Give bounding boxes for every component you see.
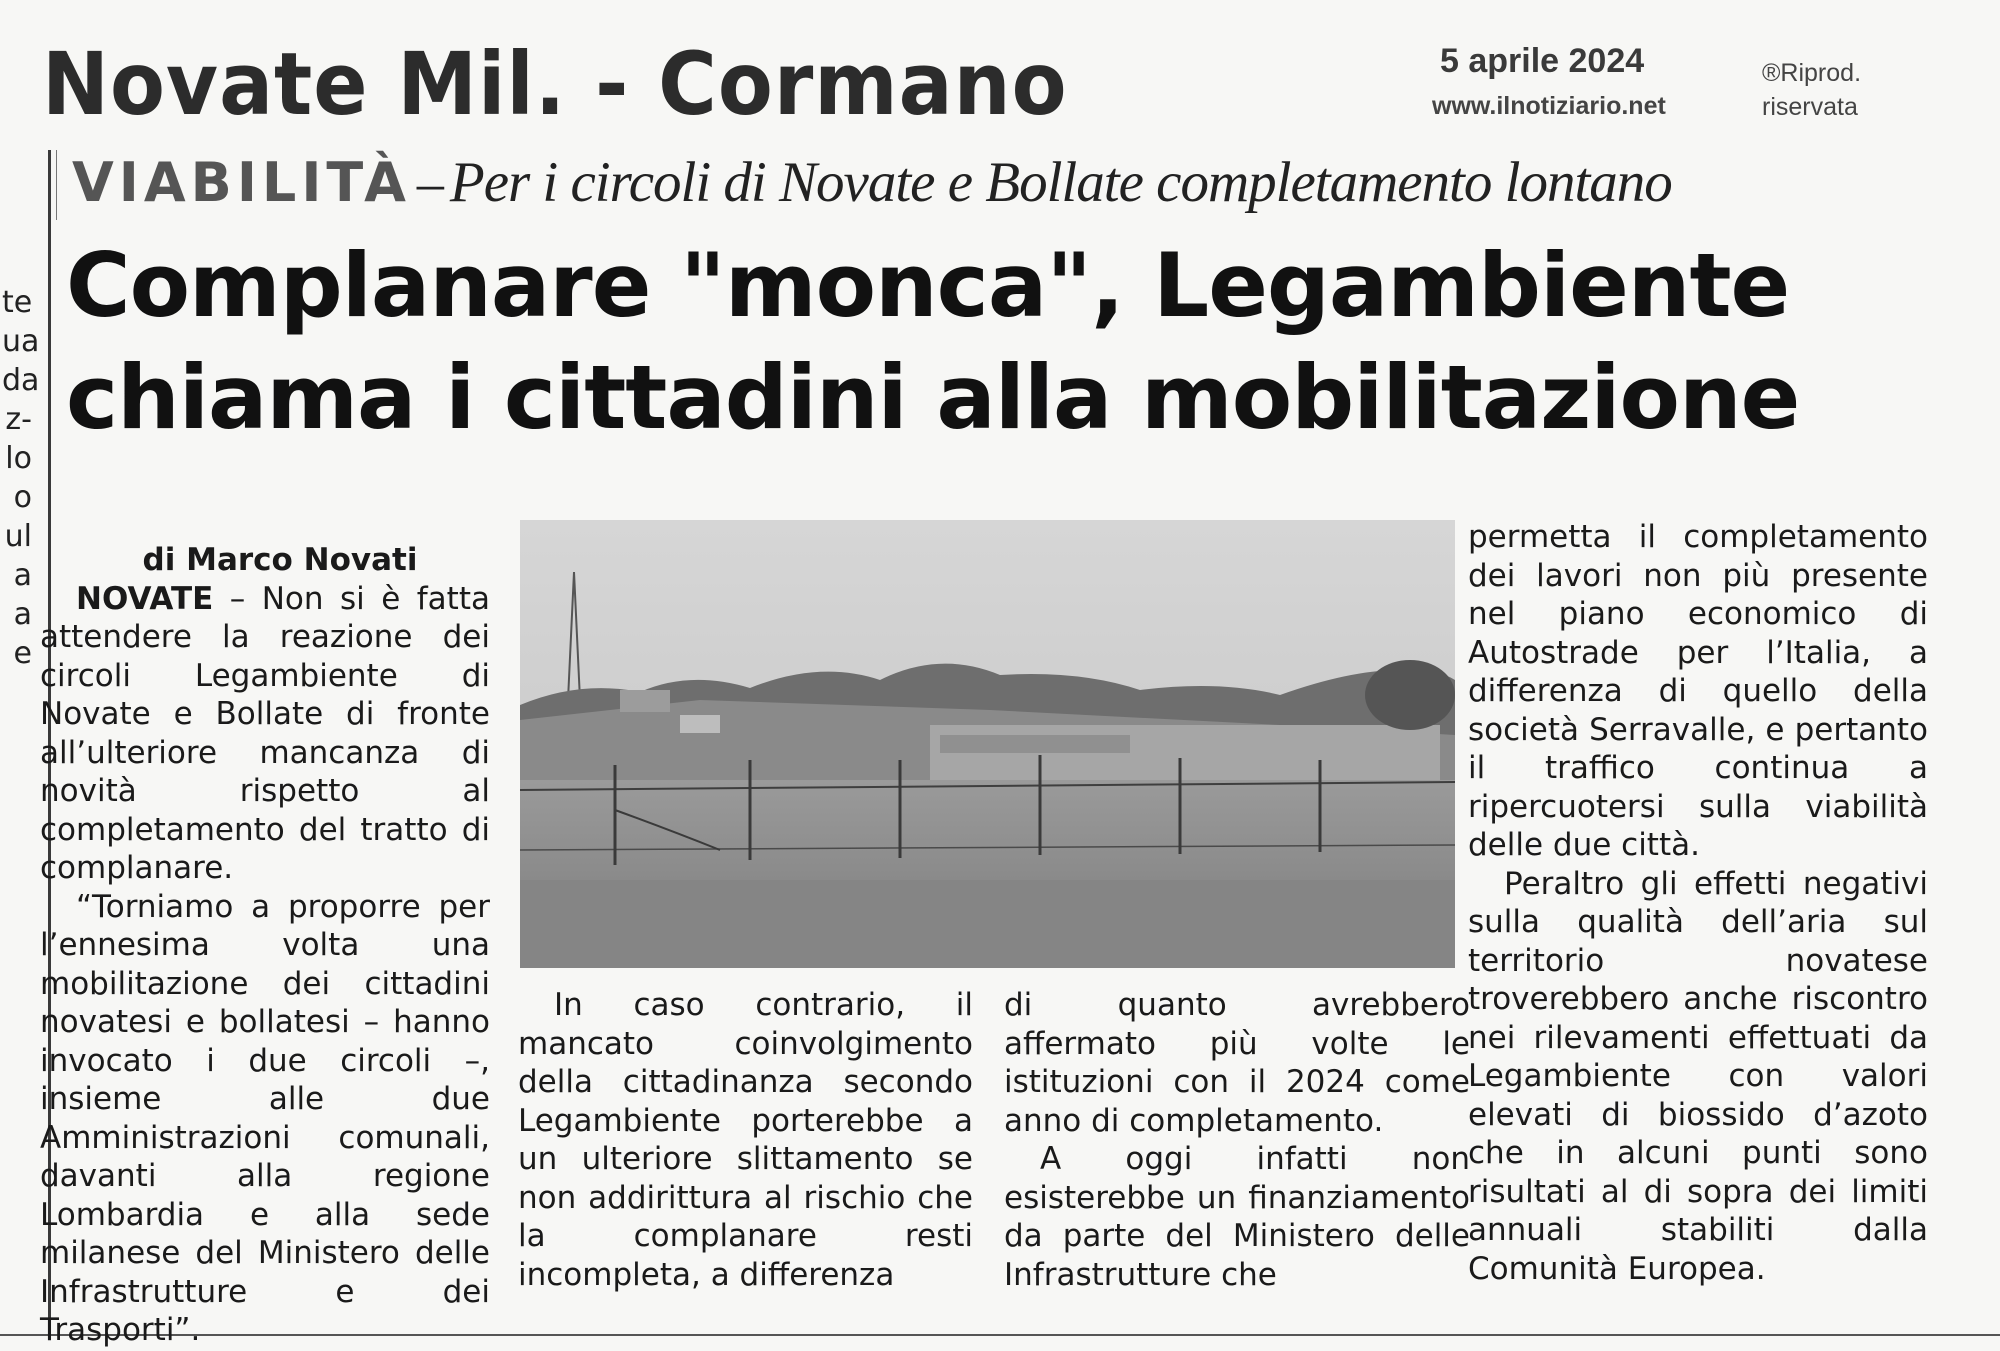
publication-date: 5 aprile 2024 bbox=[1440, 42, 1645, 80]
paragraph bbox=[40, 580, 490, 888]
paragraph-text: – Non si è fatta attendere la reazione dei circoli Legambiente di Novate e Bollate di fronte all’ulteriore mancanza di novità rispetto al completamento del tratto di complanare. bbox=[40, 580, 490, 886]
fragment-line: a bbox=[13, 558, 32, 593]
section-title: Novate Mil. - Cormano bbox=[42, 34, 1068, 135]
article-column-4 bbox=[1468, 518, 1928, 1288]
landscape-photo-illustration bbox=[520, 520, 1455, 968]
kicker-row bbox=[72, 150, 1672, 215]
fragment-line: o bbox=[13, 480, 32, 515]
paragraph: di quanto avrebbero affermato più volte le istituzioni con il 2024 come anno di completamento. bbox=[1004, 987, 1470, 1139]
adjacent-article-fragment bbox=[2, 283, 40, 673]
fragment-line: da bbox=[2, 363, 40, 398]
article-column-1 bbox=[40, 541, 490, 1350]
fragment-line: e bbox=[13, 636, 32, 671]
fragment-line: ul bbox=[4, 519, 32, 554]
kicker-dash: – bbox=[416, 153, 444, 213]
headline-line-2: chiama i cittadini alla mobilitazione bbox=[66, 346, 1800, 449]
left-column-rule-inner bbox=[56, 150, 57, 220]
paragraph: In caso contrario, il mancato coinvolgimento della cittadinanza secondo Legambiente porterebbe a un ulteriore slittamento se non addirittura al rischio che la complanare resti incompleta, a differenza bbox=[518, 987, 973, 1293]
headline-line-1: Complanare "monca", Legambiente bbox=[66, 234, 1790, 337]
paragraph: Peraltro gli effetti negativi sulla qualità dell’aria sul territorio novatese troverebbero anche riscontro nei rilevamenti effettuati da Legambiente con valori elevati di biossido d’azoto che in alcuni punti sono risultati al di sopra dei limiti annuali stabiliti dalla Comunità Europea. bbox=[1468, 865, 1928, 1287]
kicker-label: VIABILITÀ bbox=[72, 151, 411, 214]
fragment-line: z- bbox=[5, 402, 32, 437]
article-column-3 bbox=[1004, 986, 1470, 1294]
copyright-notice bbox=[1762, 56, 1861, 124]
fragment-line: lo bbox=[5, 441, 32, 476]
article-photo bbox=[520, 520, 1455, 968]
copyright-line-2: riservata bbox=[1762, 93, 1858, 121]
paragraph: permetta il completamento dei lavori non più presente nel piano economico di Autostrade per l’Italia, a differenza di quello della società Serravalle, e pertanto il traffico continua a ripercuotersi sulla viabilità delle due città. bbox=[1468, 519, 1928, 863]
fragment-line: ua bbox=[2, 324, 40, 359]
fragment-line: te bbox=[2, 285, 33, 320]
dateline: NOVATE bbox=[76, 580, 214, 617]
paragraph: “Torniamo a proporre per l’ennesima volta una mobilitazione dei cittadini novatesi e bollatesi – hanno invocato i due circoli –, insieme alle due Amministrazioni comunali, davanti alla regione Lombardia e alla sede milanese del Ministero delle Infrastrutture e dei Trasporti”. bbox=[40, 888, 490, 1348]
headline bbox=[66, 230, 1966, 454]
paragraph: A oggi infatti non esisterebbe un finanziamento da parte del Ministero delle Infrastrutture che bbox=[1004, 1141, 1470, 1293]
fragment-line: a bbox=[13, 597, 32, 632]
website-url[interactable]: www.ilnotiziario.net bbox=[1432, 92, 1666, 120]
copyright-line-1: ®Riprod. bbox=[1762, 59, 1862, 87]
article-column-2 bbox=[518, 986, 973, 1294]
byline: di Marco Novati bbox=[142, 542, 418, 578]
kicker-subtitle: Per i circoli di Novate e Bollate completamento lontano bbox=[449, 151, 1672, 214]
